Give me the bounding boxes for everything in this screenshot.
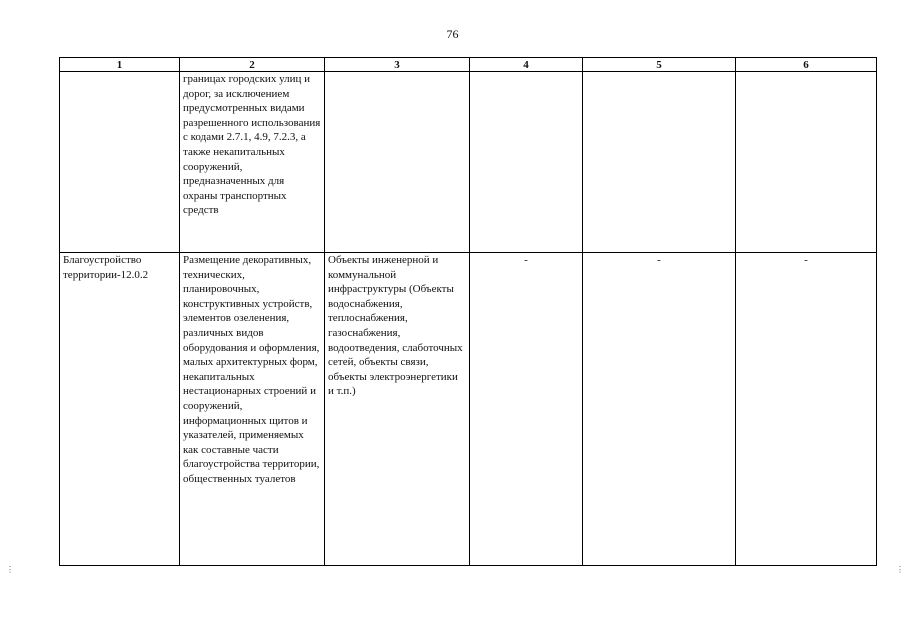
table-cell: - — [736, 253, 877, 566]
scan-edge-mark-left: ⋮ — [6, 565, 14, 574]
table-cell: - — [583, 253, 736, 566]
table-row — [60, 253, 877, 566]
table-cell: - — [470, 253, 583, 566]
table-cell — [736, 72, 877, 253]
column-header-5: 5 — [583, 58, 736, 72]
table-cell: границах городских улиц и дорог, за исключением предусмотренных видами разрешенного использования с кодами 2.7.1, 4.9, 7.2.3, а также некапитальных сооружений, предназначенных для охраны транспортных средств — [180, 72, 325, 253]
table-cell — [470, 72, 583, 253]
zoning-table — [59, 57, 877, 566]
table-cell: Объекты инженерной и коммунальной инфраструктуры (Объекты водоснабжения, теплоснабжения, газоснабжения, водоотведения, слаботочных сетей, объекты связи, объекты электроэнергетики и т.п.) — [325, 253, 470, 566]
table-cell: Благоустройство территории-12.0.2 — [60, 253, 180, 566]
table-row — [60, 72, 877, 253]
table-cell — [325, 72, 470, 253]
column-header-4: 4 — [470, 58, 583, 72]
table-header-row — [60, 58, 877, 72]
column-header-2: 2 — [180, 58, 325, 72]
table-cell — [583, 72, 736, 253]
column-header-6: 6 — [736, 58, 877, 72]
page-number: 76 — [446, 27, 459, 41]
scan-edge-mark-right: ⋮ — [896, 565, 904, 574]
column-header-3: 3 — [325, 58, 470, 72]
column-header-1: 1 — [60, 58, 180, 72]
table-cell: Размещение декоративных, технических, планировочных, конструктивных устройств, элементов озеленения, различных видов оборудования и оформления, малых архитектурных форм, некапитальных нестационарных строений и сооружений, информационных щитов и указателей, применяемых как составные части благоустройства территории, общественных туалетов — [180, 253, 325, 566]
table-cell — [60, 72, 180, 253]
